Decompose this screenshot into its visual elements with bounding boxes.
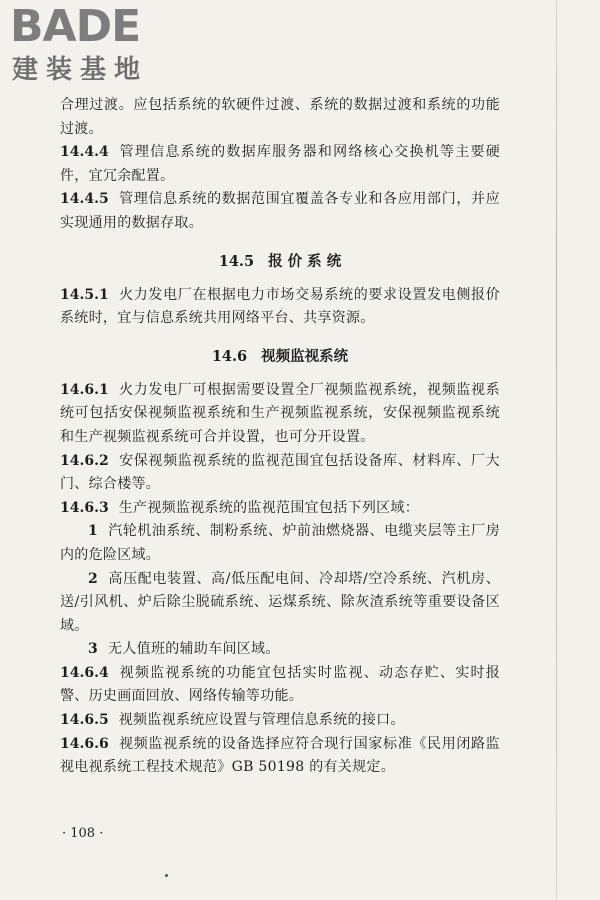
clause-paragraph xyxy=(60,497,500,521)
list-item xyxy=(60,638,500,662)
clause-text: 管理信息系统的数据库服务器和网络核心交换机等主要硬件，宜冗余配置。 xyxy=(60,144,500,184)
section-number: 14.6 xyxy=(211,347,248,365)
clause-number: 14.6.6 xyxy=(60,735,109,752)
clause-number: 14.6.4 xyxy=(60,664,109,681)
scan-speck xyxy=(165,874,168,877)
clause-paragraph xyxy=(60,733,500,780)
clause-text: 生产视频监视系统的监视范围宜包括下列区域： xyxy=(118,499,420,516)
list-item-number: 1 xyxy=(88,523,99,540)
clause-paragraph xyxy=(60,141,500,188)
clause-text: 合理过渡。应包括系统的软硬件过渡、系统的数据过渡和系统的功能过渡。 xyxy=(60,97,500,137)
clause-paragraph xyxy=(60,379,500,450)
section-number: 14.5 xyxy=(218,252,255,270)
clause-number: 14.6.1 xyxy=(60,381,109,398)
clause-text: 视频监视系统应设置与管理信息系统的接口。 xyxy=(118,712,405,729)
logo-subtitle: 建装基地 xyxy=(12,55,149,85)
clause-text: 汽轮机油系统、制粉系统、炉前油燃烧器、电缆夹层等主厂房内的危险区域。 xyxy=(60,523,500,563)
section-heading xyxy=(60,345,500,369)
clause-paragraph xyxy=(60,284,500,331)
clause-number: 14.4.5 xyxy=(60,191,109,208)
clause-paragraph xyxy=(60,662,500,709)
clause-text: 火力发电厂可根据需要设置全厂视频监视系统，视频监视系统可包括安保视频监视系统和生产视频监视系统，安保视频监视系统和生产视频监视系统可合并设置，也可分开设置。 xyxy=(60,381,500,445)
list-item-number: 3 xyxy=(88,641,99,658)
list-item xyxy=(60,520,500,567)
clause-text: 安保视频监视系统的监视范围宜包括设备库、材料库、厂大门、综合楼等。 xyxy=(60,452,500,493)
clause-paragraph xyxy=(60,188,500,235)
section-title: 视频监视系统 xyxy=(261,347,349,365)
clause-text: 高压配电装置、高/低压配电间、冷却塔/空冷系统、汽机房、送/引风机、炉后除尘脱硫系统、运煤系统、除灰渣系统等重要设备区域。 xyxy=(60,570,500,634)
clause-number: 14.6.3 xyxy=(60,499,109,516)
clause-paragraph xyxy=(60,450,500,497)
clause-number: 14.5.1 xyxy=(60,286,109,303)
list-item-number: 2 xyxy=(88,570,99,587)
clause-text: 无人值班的辅助车间区域。 xyxy=(108,641,280,658)
clause-paragraph xyxy=(60,94,500,141)
clause-number: 14.6.2 xyxy=(60,452,109,469)
clause-text: 视频监视系统的功能宜包括实时监视、动态存贮、实时报警、历史画面回放、网络传输等功能。 xyxy=(60,664,500,705)
clause-text: 视频监视系统的设备选择应符合现行国家标准《民用闭路监视电视系统工程技术规范》GB 50198 的有关规定。 xyxy=(60,735,500,776)
clause-number: 14.6.5 xyxy=(60,712,109,729)
scan-edge-line xyxy=(556,0,557,900)
clause-text: 管理信息系统的数据范围宜覆盖各专业和各应用部门，并应实现通用的数据存取。 xyxy=(60,191,500,231)
logo-wordmark: BADE xyxy=(10,1,141,52)
list-item xyxy=(60,568,500,639)
clause-text: 火力发电厂在根据电力市场交易系统的要求设置发电侧报价系统时，宜与信息系统共用网络平台、共享资源。 xyxy=(60,286,500,327)
clause-paragraph xyxy=(60,709,500,733)
clause-number: 14.4.4 xyxy=(60,144,109,161)
page-number: · 108 · xyxy=(62,826,104,841)
section-heading xyxy=(60,250,500,274)
section-title: 报 价 系 统 xyxy=(268,252,342,270)
brand-logo xyxy=(10,1,180,96)
document-body xyxy=(60,94,500,780)
